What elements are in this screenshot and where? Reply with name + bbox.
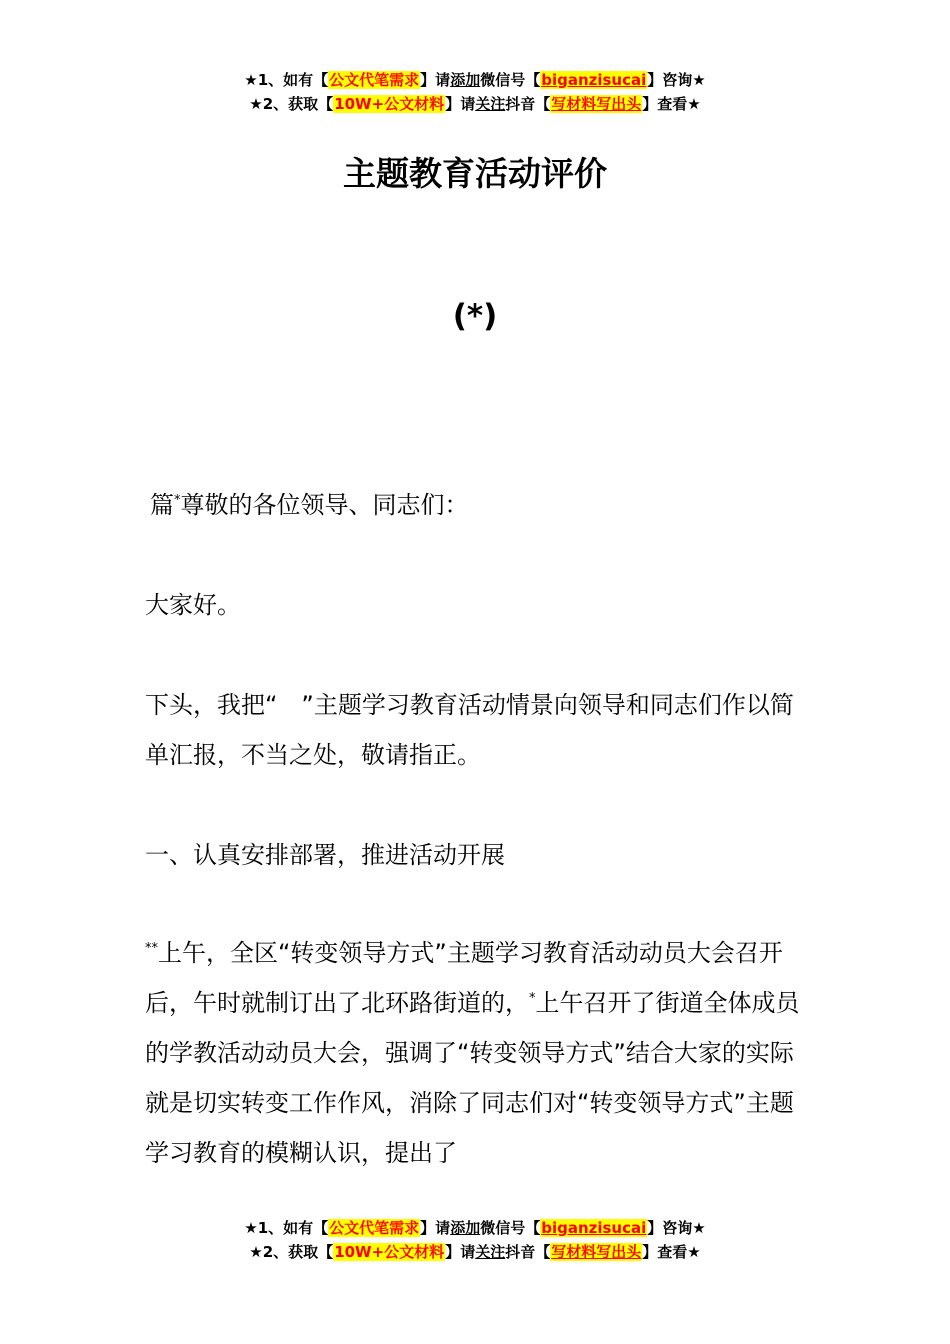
- header-banner: [0, 68, 950, 116]
- highlight-writing-service: 公文代笔需求: [329, 71, 420, 89]
- emphasis-follow: 关注: [475, 95, 506, 113]
- highlight-materials: 10W+公文材料: [334, 1243, 445, 1261]
- highlight-douyin-account: 写材料写出头: [551, 1243, 642, 1261]
- banner-line-2: ★2、获取【10W+公文材料】请关注抖音【写材料写出头】查看★: [249, 95, 701, 113]
- highlight-materials: 10W+公文材料: [334, 95, 445, 113]
- paragraph-greeting: 篇*尊敬的各位领导、同志们：: [150, 491, 469, 519]
- highlight-wechat-id: biganzisucai: [541, 71, 647, 89]
- highlight-writing-service: 公文代笔需求: [329, 1219, 420, 1237]
- emphasis-add: 添加: [450, 71, 481, 89]
- emphasis-follow: 关注: [475, 1243, 506, 1261]
- document-title: 主题教育活动评价: [343, 154, 607, 193]
- banner-line-1: ★1、如有【公文代笔需求】请添加微信号【biganzisucai】咨询★: [244, 71, 706, 89]
- section-heading-1: 一、认真安排部署，推进活动开展: [145, 841, 505, 869]
- banner-line-1: ★1、如有【公文代笔需求】请添加微信号【biganzisucai】咨询★: [244, 1219, 706, 1237]
- paragraph-hello: 大家好。: [145, 591, 241, 619]
- paragraph-body: **上午，全区“转变领导方式”主题学习教育活动动员大会召开后，午时就制订出了北环路街道的，*上午召开了街道全体成员的学教活动动员大会，强调了“转变领导方式”结合大家的实际就是切实转变工作作风，消除了同志们对“转变领导方式”主题学习教育的模糊认识，提出了: [145, 939, 800, 1167]
- highlight-wechat-id: biganzisucai: [541, 1219, 647, 1237]
- document-subtitle: (*): [452, 298, 498, 334]
- banner-line-2: ★2、获取【10W+公文材料】请关注抖音【写材料写出头】查看★: [249, 1243, 701, 1261]
- footer-banner: [0, 1216, 950, 1264]
- emphasis-add: 添加: [450, 1219, 481, 1237]
- paragraph-intro: 下头，我把“ ”主题学习教育活动情景向领导和同志们作以简单汇报，不当之处，敬请指正。: [145, 691, 794, 769]
- highlight-douyin-account: 写材料写出头: [551, 95, 642, 113]
